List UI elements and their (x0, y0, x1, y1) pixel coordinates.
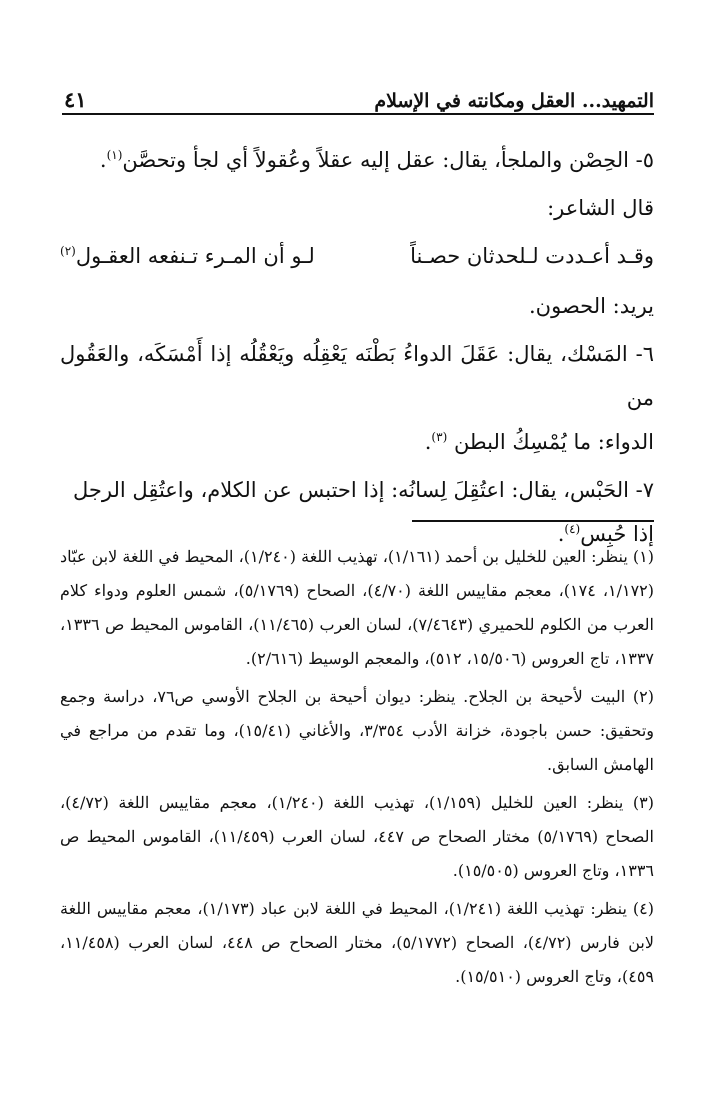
verse-second-hemistich-wrap (60, 234, 315, 278)
footnote-ref-2: (٢) (60, 244, 76, 258)
footnote-4: (٤) ينظر: تهذيب اللغة (١/٢٤١)، المحيط في اللغة لابن عباد (١/١٧٣)، معجم مقاييس اللغة لابن فارس (٤/٧٢)، الصحاح (٥/١٧٧٢)، مختار الصحاح ص ٤٤٨، لسان العرب (١١/٤٥٨، ٤٥٩)، وتاج العروس (١٥/٥١٠). (60, 899, 655, 986)
item-7-line-2-text: إذا حُبِس (580, 522, 654, 546)
poetry-verse (60, 234, 654, 278)
main-text (60, 138, 654, 560)
running-title: التمهيد... العقل ومكانته في الإسلام (374, 90, 654, 112)
header-rule (62, 113, 654, 115)
poet-intro: قال الشاعر: (547, 196, 654, 220)
item-6-line-2: الدواء: ما يُمْسِكُ البطن $^{(٣)}$. (424, 430, 654, 454)
item-5: ٥- الحِصْن والملجأ، يقال: عقل إليه عقلاً وعُقولاً أي لجأ وتحصَّن$^{(١)}$. (99, 148, 654, 172)
page-header (62, 78, 654, 112)
footnote-ref-4: (٤) (564, 522, 581, 536)
item-6-line-2-text: الدواء: ما يُمْسِكُ البطن (453, 430, 654, 454)
verse-second-hemistich: لـو أن المـرء تـنفعه العقـول (75, 244, 315, 268)
footnotes (60, 540, 654, 998)
item-7-line-1: ٧- الحَبْس، يقال: اعتُقِلَ لِسانُه: إذا احتبس عن الكلام، واعتُقِل الرجل (73, 478, 654, 502)
item-6-line-1: ٦- المَسْك، يقال: عَقَلَ الدواءُ بَطْنَه يَعْقِلُه ويَعْقُلُه إذا أَمْسَكَه، والعَقُول من (60, 342, 654, 410)
footnote-2: (٢) البيت لأحيحة بن الجلاح. ينظر: ديوان أحيحة بن الجلاح الأوسي ص٧٦، دراسة وجمع وتحقيق: حسن باجودة، خزانة الأدب ٣/٣٥٤، والأغاني (١٥/٤١)، وما تقدم من مراجع في الهامش السابق. (60, 687, 655, 774)
footnote-1: (١) ينظر: العين للخليل بن أحمد (١/١٦١)، تهذيب اللغة (١/٢٤٠)، المحيط في اللغة لابن عبّاد (١/١٧٢، ١٧٤)، معجم مقاييس اللغة (٤/٧٠)، الصحاح (٥/١٧٦٩)، شمس العلوم ودواء كلام العرب من الكلوم للحميري (٧/٤٦٤٣)، لسان العرب (١١/٤٦٥)، القاموس المحيط ص ١٣٣٦، ١٣٣٧، تاج العروس (١٥/٥٠٦، ٥١٢)، والمعجم الوسيط (٢/٦١٦). (60, 547, 655, 668)
footnote-separator (412, 520, 654, 522)
page-number: ٤١ (64, 87, 87, 112)
yurid-line: يريد: الحصون. (529, 294, 654, 318)
footnote-ref-1: (١) (106, 148, 123, 162)
item-7-line-2: إذا حُبِس$^{(٤)}$. (557, 522, 654, 546)
item-5-text: ٥- الحِصْن والملجأ، يقال: عقل إليه عقلاً وعُقولاً أي لجأ وتحصَّن (122, 148, 654, 172)
footnote-ref-3: (٣) (431, 430, 448, 444)
verse-first-hemistich: وقـد أعـددت لـلحدثان حصـناً (410, 244, 654, 268)
footnote-3: (٣) ينظر: العين للخليل (١/١٥٩)، تهذيب اللغة (١/٢٤٠)، معجم مقاييس اللغة (٤/٧٢)، الصحاح (٥/١٧٦٩) مختار الصحاح ص ٤٤٧، لسان العرب (١١/٤٥٩)، القاموس المحيط ص ١٣٣٦، وتاج العروس (١٥/٥٠٥). (60, 793, 655, 880)
